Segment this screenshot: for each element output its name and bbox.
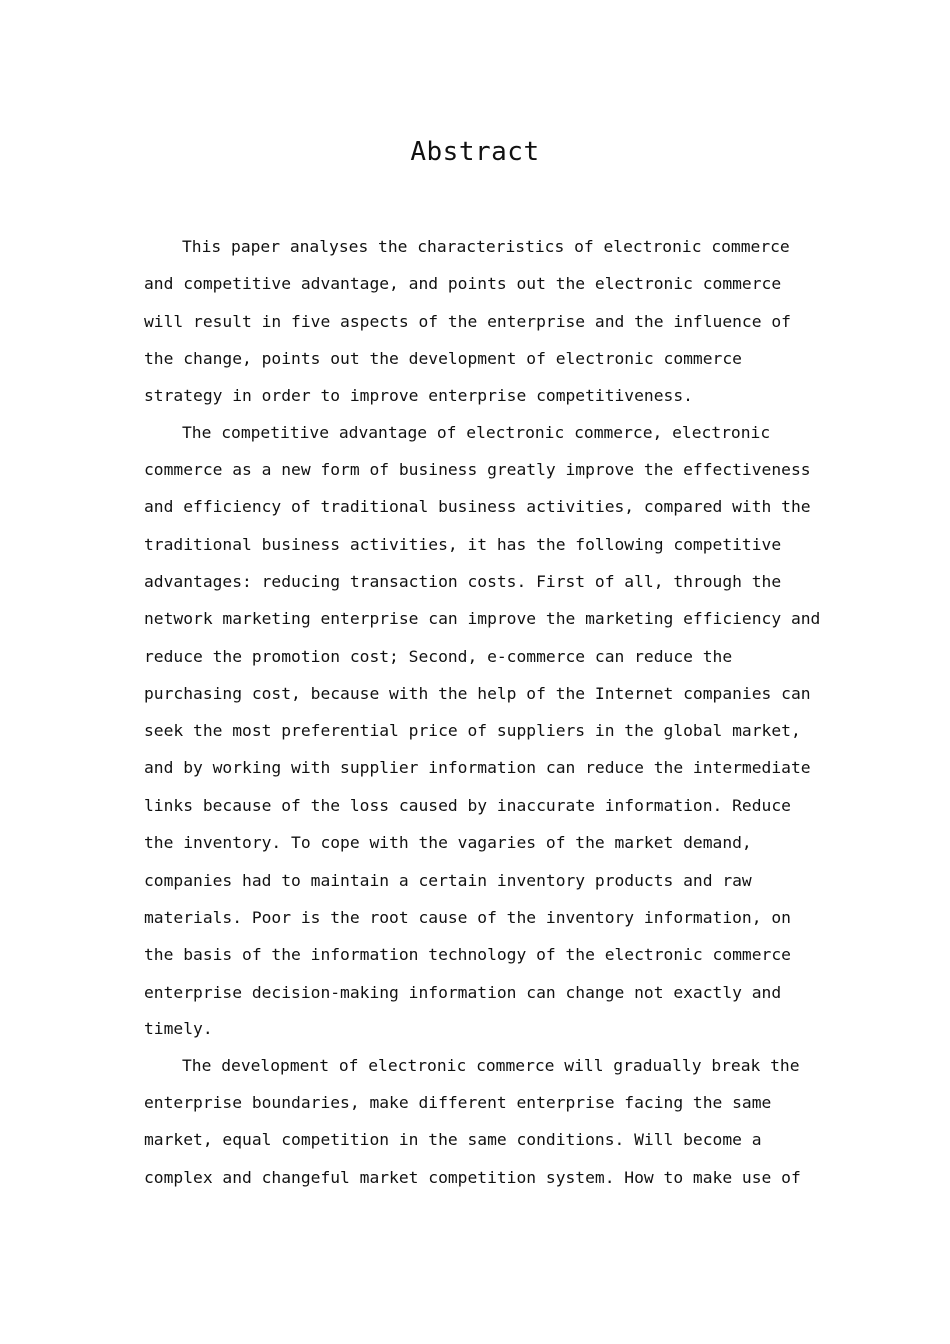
paragraph-2-line-2: commerce as a new form of business greatly improve the effectiveness (144, 460, 811, 479)
paragraph-2-line-4: traditional business activities, it has the following competitive (144, 535, 782, 554)
paragraph-2-line-9: seek the most preferential price of suppliers in the global market, (144, 721, 801, 740)
paragraph-2-line-14: materials. Poor is the root cause of the inventory information, on (144, 908, 791, 927)
paragraph-2-line-3: and efficiency of traditional business activities, compared with the (144, 497, 811, 516)
paragraph-2-line-15: the basis of the information technology of the electronic commerce (144, 945, 791, 964)
paragraph-1-line-3: will result in five aspects of the enterprise and the influence of (144, 312, 791, 331)
paragraph-3-line-3: market, equal competition in the same conditions. Will become a (144, 1130, 762, 1149)
paragraph-2-line-1: The competitive advantage of electronic commerce, electronic (182, 423, 771, 442)
paragraph-2-line-17: timely. (144, 1019, 213, 1038)
paragraph-1-line-2: and competitive advantage, and points out the electronic commerce (144, 274, 782, 293)
paragraph-1-line-4: the change, points out the development of electronic commerce (144, 349, 742, 368)
paragraph-3-line-4: complex and changeful market competition system. How to make use of (144, 1168, 801, 1187)
page-title: Abstract (410, 137, 540, 167)
paragraph-2-line-12: the inventory. To cope with the vagaries of the market demand, (144, 833, 752, 852)
paragraph-2-line-5: advantages: reducing transaction costs. First of all, through the (144, 572, 782, 591)
paragraph-3-line-1: The development of electronic commerce will gradually break the (182, 1056, 800, 1075)
paragraph-1-line-1: This paper analyses the characteristics of electronic commerce (182, 237, 790, 256)
paragraph-2-line-7: reduce the promotion cost; Second, e-commerce can reduce the (144, 647, 733, 666)
paragraph-2-line-6: network marketing enterprise can improve the marketing efficiency and (144, 609, 821, 628)
paragraph-3-line-2: enterprise boundaries, make different enterprise facing the same (144, 1093, 772, 1112)
paragraph-2-line-10: and by working with supplier information can reduce the intermediate (144, 758, 811, 777)
paragraph-2-line-8: purchasing cost, because with the help of the Internet companies can (144, 684, 811, 703)
paragraph-1-line-5: strategy in order to improve enterprise competitiveness. (144, 386, 693, 405)
paragraph-2-line-11: links because of the loss caused by inaccurate information. Reduce (144, 796, 791, 815)
paragraph-2-line-13: companies had to maintain a certain inventory products and raw (144, 871, 752, 890)
paragraph-2-line-16: enterprise decision-making information can change not exactly and (144, 983, 782, 1002)
